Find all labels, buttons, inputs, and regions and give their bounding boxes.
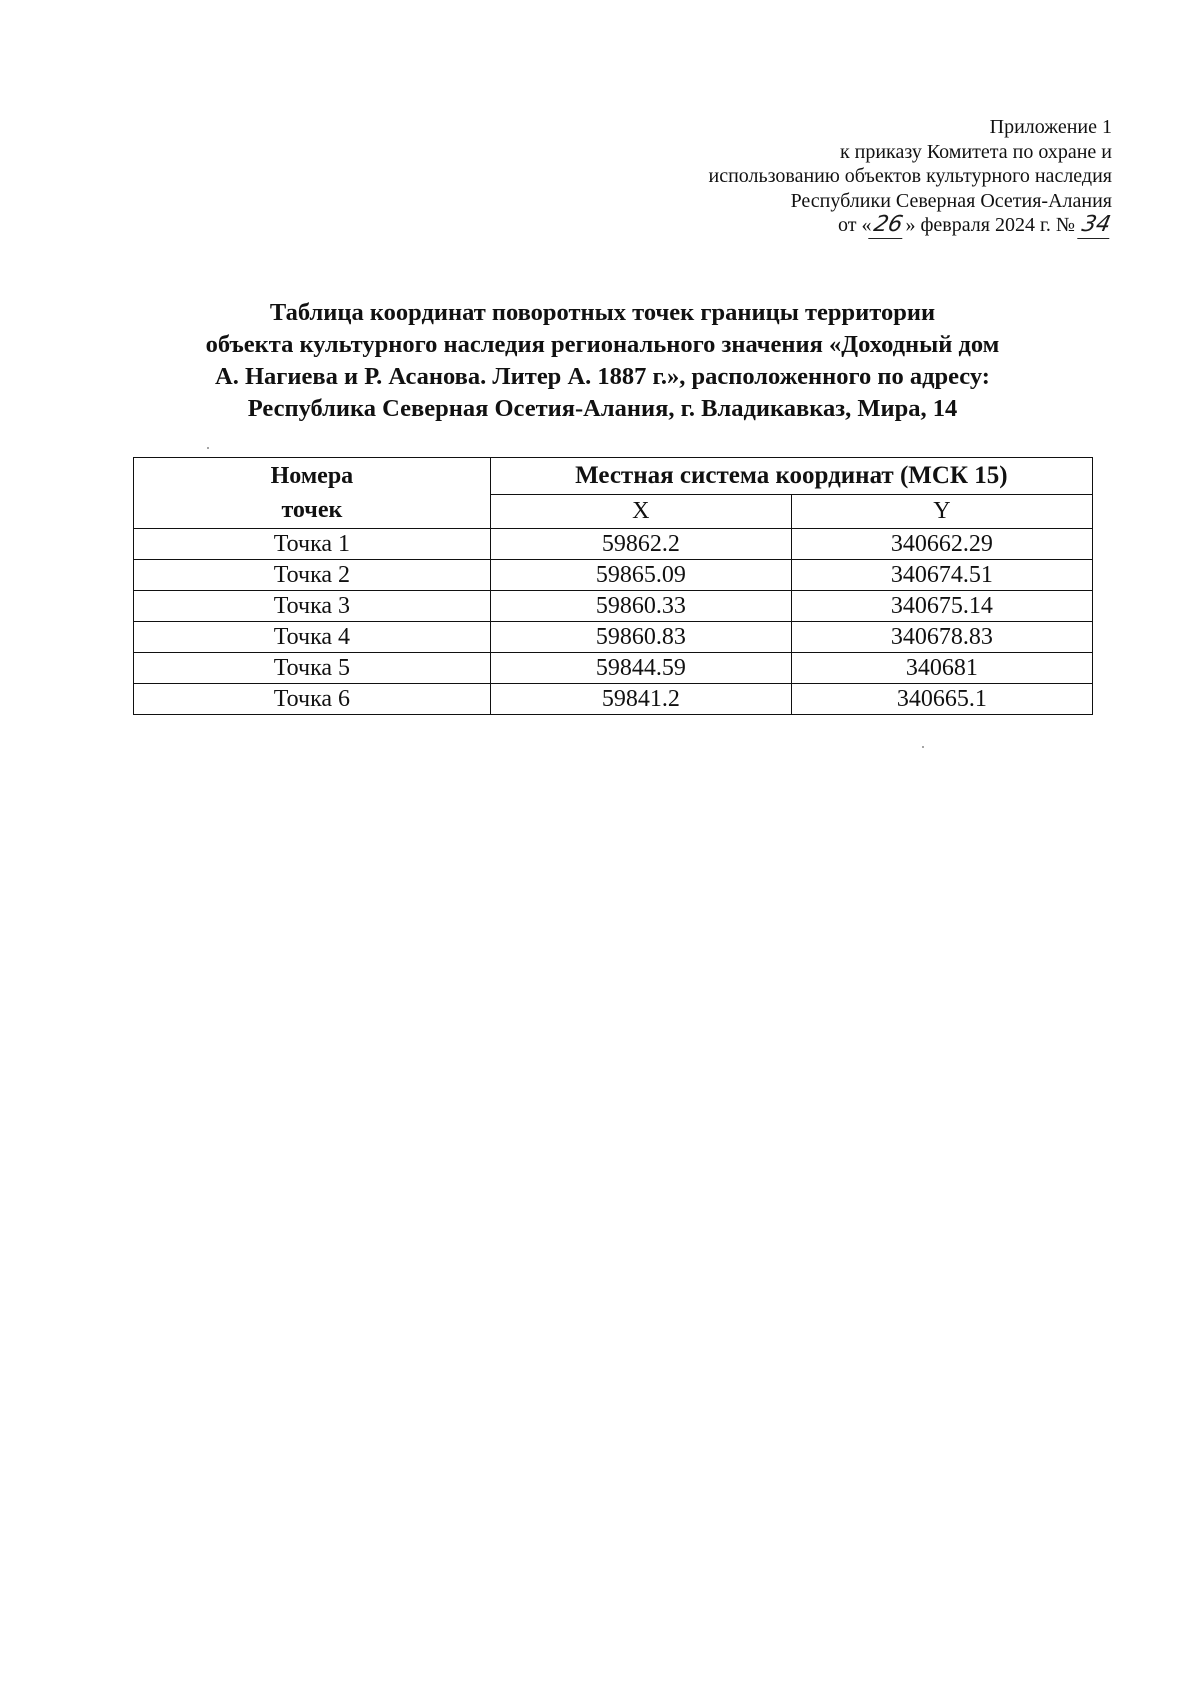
point-name: Точка 5: [134, 653, 491, 684]
y-coordinate: 340681: [791, 653, 1092, 684]
title-line-2: объекта культурного наследия регионального значения «Доходный дом: [205, 331, 1000, 358]
document-title: [150, 297, 1055, 425]
x-coordinate: 59841.2: [490, 684, 791, 715]
appendix-title: Приложение 1: [989, 116, 1112, 138]
title-line-3: А. Нагиева и Р. Асанова. Литер А. 1887 г.», расположенного по адресу:: [215, 363, 990, 390]
header-x: X: [490, 495, 791, 529]
x-coordinate: 59862.2: [490, 529, 791, 560]
point-name: Точка 2: [134, 560, 491, 591]
handwritten-day: 26: [869, 213, 908, 239]
coordinates-table: [133, 457, 1093, 715]
scan-speck: [207, 447, 209, 449]
y-coordinate: 340665.1: [791, 684, 1092, 715]
appendix-date-line: [552, 213, 1112, 239]
y-coordinate: 340678.83: [791, 622, 1092, 653]
header-point-numbers: [134, 458, 491, 529]
point-name: Точка 1: [134, 529, 491, 560]
header-coordinate-system: Местная система координат (МСК 15): [490, 458, 1092, 495]
point-name: Точка 4: [134, 622, 491, 653]
appendix-committee: использованию объектов культурного наследия: [708, 165, 1112, 187]
y-coordinate: 340675.14: [791, 591, 1092, 622]
x-coordinate: 59865.09: [490, 560, 791, 591]
appendix-republic: Республики Северная Осетия-Алания: [790, 189, 1112, 212]
point-name: Точка 6: [134, 684, 491, 715]
appendix-header: [552, 115, 1112, 239]
table-row: [134, 529, 1093, 560]
table-row: [134, 653, 1093, 684]
table-row: [134, 622, 1093, 653]
date-prefix: от «: [837, 214, 872, 236]
y-coordinate: 340662.29: [791, 529, 1092, 560]
handwritten-order-number: 34: [1077, 213, 1114, 239]
scan-speck: [922, 746, 924, 748]
x-coordinate: 59860.33: [490, 591, 791, 622]
appendix-order-ref: к приказу Комитета по охране и: [839, 140, 1112, 163]
header-y: Y: [791, 495, 1092, 529]
y-coordinate: 340674.51: [791, 560, 1092, 591]
table-row: [134, 684, 1093, 715]
header-point-numbers-line2: точек: [281, 497, 343, 523]
point-name: Точка 3: [134, 591, 491, 622]
table-row: [134, 560, 1093, 591]
x-coordinate: 59860.83: [490, 622, 791, 653]
table-row: [134, 591, 1093, 622]
header-point-numbers-line1: Номера: [270, 463, 354, 489]
title-line-1: Таблица координат поворотных точек границы территории: [269, 299, 936, 326]
title-line-4: Республика Северная Осетия-Алания, г. Владикавказ, Мира, 14: [247, 395, 958, 422]
x-coordinate: 59844.59: [490, 653, 791, 684]
date-suffix: » февраля 2024 г. №: [905, 214, 1075, 236]
